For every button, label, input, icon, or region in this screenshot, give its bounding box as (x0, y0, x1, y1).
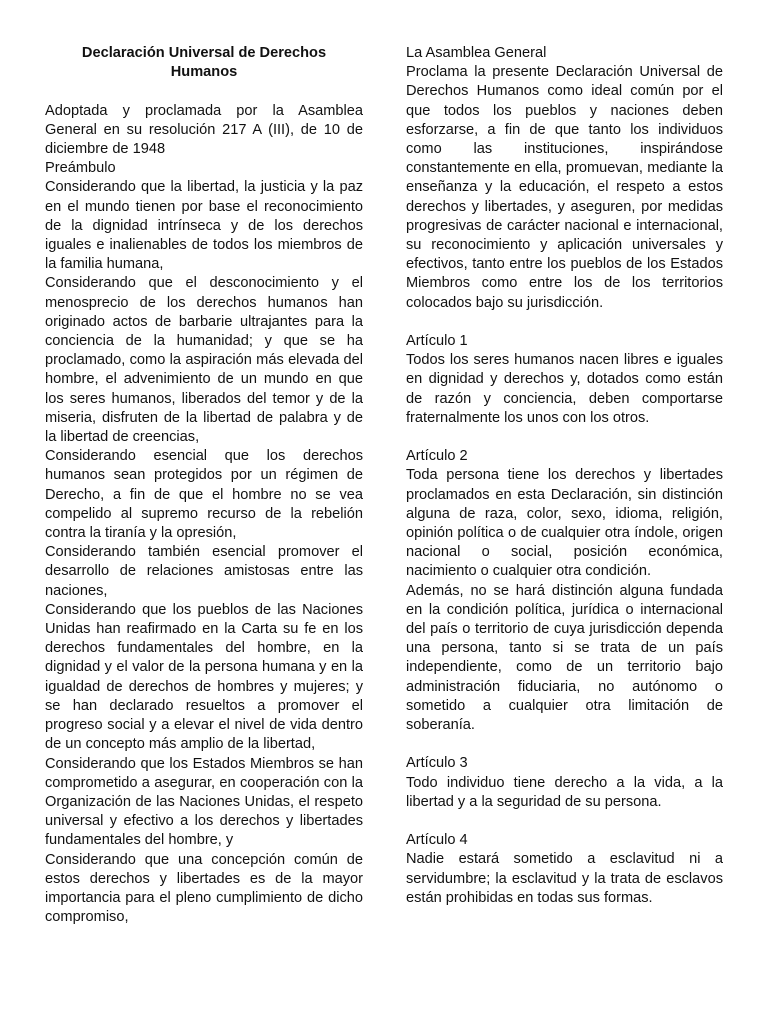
assembly-heading: La Asamblea General (406, 45, 547, 61)
article-paragraph: Todo individuo tiene derecho a la vida, a la libertad y a la seguridad de su persona. (406, 774, 723, 810)
article-paragraph: Todos los seres humanos nacen libres e iguales en dignidad y derechos y, dotados como están de razón y conciencia, deben comportarse fraternalmente los unos con los otros. (406, 352, 723, 426)
article-heading: Artículo 1 (406, 333, 468, 350)
considerando-paragraph: Considerando que el desconocimiento y el menosprecio de los derechos humanos han originado actos de barbarie ultrajantes para la conciencia de la humanidad; y que se ha proclamado, como la aspiración más elevada del hombre, el advenimiento de un mundo en que los seres humanos, liberados del temor y de la miseria, disfruten de la libertad de palabra y de la libertad de creencias, (45, 275, 363, 446)
considerando-paragraph: Considerando que una concepción común de estos derechos y libertades es de la mayor importancia para el pleno cumplimiento de dicho compromiso, (45, 851, 363, 926)
spacer (406, 313, 723, 332)
document-title: Declaración Universal de Derechos Humanos (81, 45, 327, 81)
considerando-paragraph: Considerando que la libertad, la justicia y la paz en el mundo tienen por base el reconocimiento de la dignidad intrínseca y de los derechos iguales e inalienables de todos los miembros de la familia humana, (45, 179, 363, 273)
considerando-paragraph: Considerando que los Estados Miembros se han comprometido a asegurar, en cooperación con la Organización de las Naciones Unidas, el respeto universal y efectivo a los derechos y libertades fundamentales del hombre, y (45, 755, 363, 849)
left-column (45, 44, 363, 927)
spacer (406, 812, 723, 831)
article-heading: Artículo 2 (406, 448, 468, 465)
article-paragraph: Nadie estará sometido a esclavitud ni a servidumbre; la esclavitud y la trata de esclavos están prohibidas en todas sus formas. (406, 851, 723, 906)
article-heading: Artículo 4 (406, 832, 468, 849)
adoption-paragraph: Adoptada y proclamada por la Asamblea General en su resolución 217 A (III), de 10 de diciembre de 1948 (45, 102, 363, 157)
spacer (406, 428, 723, 447)
article-paragraph: Toda persona tiene los derechos y libertades proclamados en esta Declaración, sin distinción alguna de raza, color, sexo, idioma, religión, opinión política o de cualquier otra índole, origen nacional o social, posición económica, nacimiento o cualquier otra condición. (406, 467, 723, 580)
considerando-paragraph: Considerando que los pueblos de las Naciones Unidas han reafirmado en la Carta su fe en los derechos fundamentales del hombre, en la dignidad y el valor de la persona humana y en la igualdad de derechos de hombres y mujeres; y se han declarado resueltos a promover el progreso social y a elevar el nivel de vida dentro de un concepto más amplio de la libertad, (45, 601, 363, 753)
considerando-paragraph: Considerando también esencial promover el desarrollo de relaciones amistosas entre las naciones, (45, 544, 363, 599)
article-heading: Artículo 3 (406, 755, 468, 772)
article-paragraph: Además, no se hará distinción alguna fundada en la condición política, jurídica o internacional del país o territorio de cuya jurisdicción dependa una persona, tanto si se trata de un país independiente, como de un territorio bajo administración fiduciaria, no autónomo o sometido a cualquier otra limitación de soberanía. (406, 582, 723, 734)
spacer (406, 735, 723, 754)
right-column (406, 44, 723, 908)
proclamation-paragraph: Proclama la presente Declaración Universal de Derechos Humanos como ideal común por el que todos los pueblos y naciones deben esforzarse, a fin de que tanto los individuos como las instituciones, inspirándose constantemente en ella, promuevan, mediante la enseñanza y la educación, el respeto a estos derechos y libertades, y aseguren, por medidas progresivas de carácter nacional e internacional, su reconocimiento y aplicación universales y efectivos, tanto entre los pueblos de los Estados Miembros como entre los de los territorios colocados bajo su jurisdicción. (406, 64, 723, 311)
preamble-heading: Preámbulo (45, 160, 116, 177)
considerando-paragraph: Considerando esencial que los derechos humanos sean protegidos por un régimen de Derecho, a fin de que el hombre no se vea compelido al supremo recurso de la rebelión contra la tiranía y la opresión, (45, 448, 363, 542)
